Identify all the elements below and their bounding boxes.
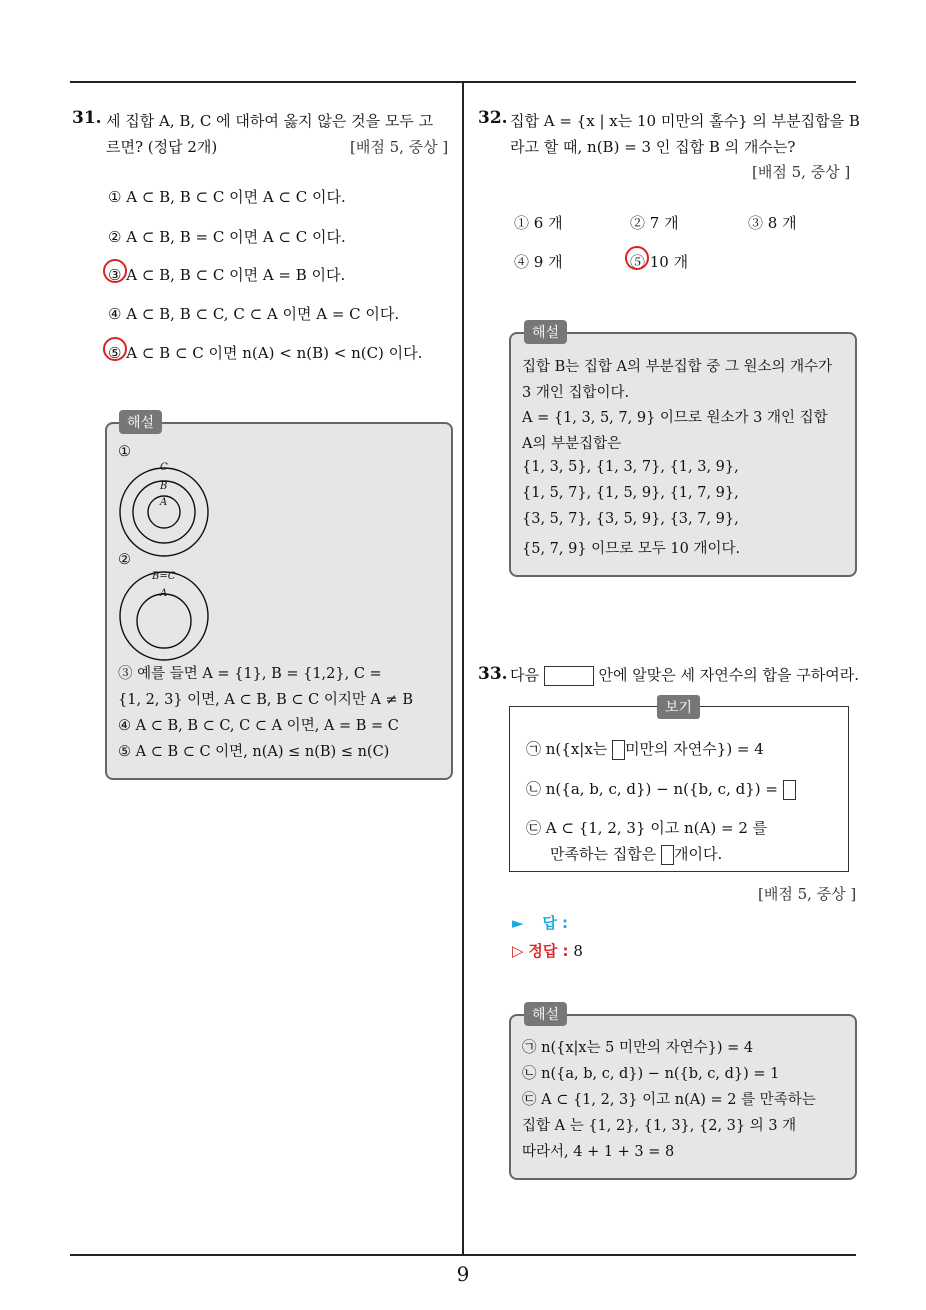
answer-blank [612, 740, 625, 760]
question-text-before: 다음 [510, 666, 539, 684]
choice-1[interactable]: ① 6 개 [514, 214, 563, 232]
venn-label-c: C [160, 462, 168, 473]
bogi-tag: 보기 [657, 695, 700, 719]
question-number: 31. [72, 108, 102, 128]
bogi-item-1-suffix: 미만의 자연수}) = 4 [625, 740, 764, 758]
solution-line: A = {1, 3, 5, 7, 9} 이므로 원소가 3 개인 집합 [522, 410, 828, 426]
question-text-line2: 라고 할 때, n(B) = 3 인 집합 B 의 개수는? [510, 138, 796, 156]
bogi-item-1-mid: {x|x는 [561, 740, 613, 758]
solution-line: 3 개인 집합이다. [522, 385, 630, 401]
bogi-item-1-prefix: ㉠ n( [526, 740, 562, 758]
solution-line: {3, 5, 7}, {3, 5, 9}, {3, 7, 9}, [522, 511, 739, 527]
solution-line: {1, 3, 5}, {1, 3, 7}, {1, 3, 9}, [522, 459, 739, 475]
correct-answer-value: 8 [573, 942, 583, 960]
choice-4[interactable]: ④ A ⊂ B, B ⊂ C, C ⊂ A 이면 A = C 이다. [108, 305, 400, 323]
solution-line: ㉡ n({a, b, c, d}) − n({b, c, d}) = 1 [522, 1066, 780, 1082]
bogi-item-2 [526, 778, 796, 800]
solution-line-3a: ③ 예를 들면 A = {1}, B = {1,2}, C = [118, 666, 382, 682]
solution-tag: 해설 [524, 1002, 567, 1026]
question-number: 33. [478, 664, 508, 684]
solution-line-5: ⑤ A ⊂ B ⊂ C 이면, n(A) ≤ n(B) ≤ n(C) [118, 744, 390, 760]
points-label: [배점 5, 중상 ] [752, 163, 851, 181]
venn-diagram-1 [112, 460, 216, 564]
solution-line: ㉠ n({x|x는 5 미만의 자연수}) = 4 [522, 1040, 754, 1056]
points-label: [배점 5, 중상 ] [758, 885, 857, 903]
choice-4[interactable]: ④ 9 개 [514, 253, 563, 271]
answer-row [512, 912, 568, 933]
bottom-rule [70, 1254, 856, 1256]
choice-2[interactable]: ② 7 개 [630, 214, 679, 232]
bogi-item-3-line2 [550, 843, 722, 865]
solution-line-4: ④ A ⊂ B, B ⊂ C, C ⊂ A 이면, A = B = C [118, 718, 399, 734]
question-text-line2: 르면? (정답 2개) [106, 138, 218, 156]
choice-2[interactable]: ② A ⊂ B, B = C 이면 A ⊂ C 이다. [108, 228, 346, 246]
question-number: 32. [478, 108, 508, 128]
choice-3[interactable]: ③ A ⊂ B, B ⊂ C 이면 A = B 이다. [108, 266, 346, 284]
choice-3[interactable]: ③ 8 개 [748, 214, 797, 232]
question-text-line1: 세 집합 A, B, C 에 대하여 옳지 않은 것을 모두 고 [106, 112, 434, 130]
question-text-line1: 집합 A = {x | x는 10 미만의 홀수} 의 부분집합을 B [510, 112, 860, 130]
solution-label-1: ① [118, 444, 131, 460]
solution-line: A의 부분집합은 [522, 436, 622, 452]
solution-line: {1, 5, 7}, {1, 5, 9}, {1, 7, 9}, [522, 485, 739, 501]
venn-label-a: A [160, 588, 168, 599]
venn-label-b: B [160, 481, 168, 492]
correct-answer-arrow-icon: ▷ [512, 942, 524, 960]
selected-circle-mark [103, 259, 127, 283]
solution-line: 따라서, 4 + 1 + 3 = 8 [522, 1144, 675, 1160]
choice-5[interactable]: ⑤ 10 개 [630, 253, 689, 271]
correct-answer-label: 정답 : [528, 942, 569, 960]
page-number: 9 [456, 1262, 470, 1286]
solution-line: 집합 B는 집합 A의 부분집합 중 그 원소의 개수가 [522, 359, 833, 375]
points-label: [배점 5, 중상 ] [350, 138, 449, 156]
answer-label: 답 : [542, 914, 569, 932]
selected-circle-mark [625, 246, 649, 270]
solution-line: ㉢ A ⊂ {1, 2, 3} 이고 n(A) = 2 를 만족하는 [522, 1092, 816, 1108]
solution-label-2: ② [118, 552, 131, 568]
answer-arrow-icon: ► [512, 914, 524, 932]
bogi-item-3-line2-text: 만족하는 집합은 [550, 845, 661, 863]
correct-answer-row [512, 940, 583, 961]
bogi-item-3-line2-suffix: 개이다. [673, 845, 723, 863]
choice-1[interactable]: ① A ⊂ B, B ⊂ C 이면 A ⊂ C 이다. [108, 188, 346, 206]
bogi-item-1 [526, 738, 764, 760]
solution-tag: 해설 [524, 320, 567, 344]
venn-diagram-2 [114, 566, 214, 662]
question-text [510, 664, 859, 686]
column-divider [462, 82, 464, 1255]
bogi-item-3-line1: ㉢ A ⊂ {1, 2, 3} 이고 n(A) = 2 를 [526, 819, 768, 837]
venn-label-a: A [160, 497, 168, 508]
solution-line: {5, 7, 9} 이므로 모두 10 개이다. [522, 541, 741, 557]
selected-circle-mark [103, 337, 127, 361]
solution-line-3b: {1, 2, 3} 이면, A ⊂ B, B ⊂ C 이지만 A ≠ B [118, 692, 413, 708]
choice-5[interactable]: ⑤ A ⊂ B ⊂ C 이면 n(A) < n(B) < n(C) 이다. [108, 344, 423, 362]
answer-blank [783, 780, 796, 800]
bogi-item-2-prefix: ㉡ n({a, b, c, d}) − n({b, c, d}) = [526, 780, 783, 798]
answer-blank [661, 845, 674, 865]
solution-line: 집합 A 는 {1, 2}, {1, 3}, {2, 3} 의 3 개 [522, 1118, 797, 1134]
venn-label-bc: B=C [152, 571, 176, 582]
question-text-after: 안에 알맞은 세 자연수의 합을 구하여라. [598, 666, 859, 684]
answer-blank [544, 666, 594, 686]
solution-tag: 해설 [119, 410, 162, 434]
